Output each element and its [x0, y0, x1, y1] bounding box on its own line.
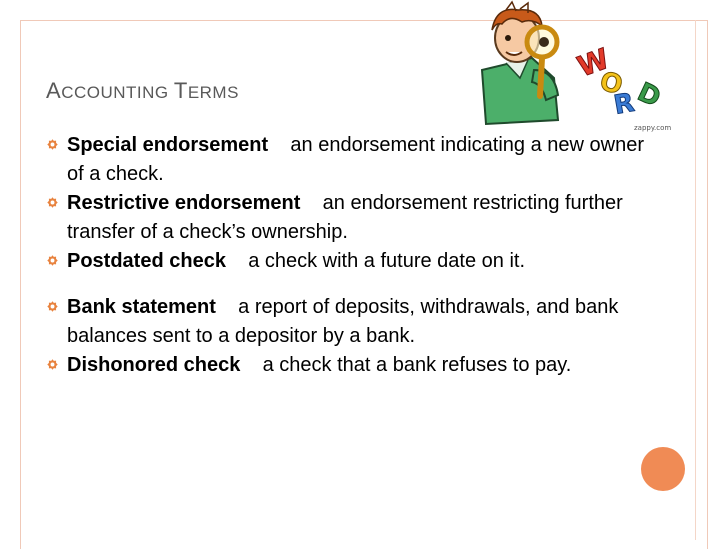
term-name: Dishonored check	[67, 354, 241, 376]
svg-text:D: D	[632, 77, 666, 114]
term-name: Postdated check	[67, 250, 226, 272]
term-item	[46, 247, 666, 276]
svg-text:W: W	[573, 41, 614, 84]
gear-bullet-icon	[46, 300, 59, 313]
clipart-watermark: zappy.com	[634, 124, 672, 132]
gear-bullet-icon	[46, 358, 59, 371]
term-item	[46, 351, 666, 380]
term-definition: a check that a bank refuses to pay.	[262, 354, 572, 376]
slide-title	[46, 78, 239, 104]
term-name: Bank statement	[67, 296, 216, 318]
title-initial-t: T	[173, 78, 188, 103]
title-word-accounting: CCOUNTING	[61, 83, 174, 102]
gear-bullet-icon	[46, 138, 59, 151]
term-item	[46, 189, 666, 247]
term-item	[46, 131, 666, 189]
term-name: Restrictive endorsement	[67, 192, 301, 214]
term-definition: a report of deposits, withdrawals, and bank balances sent to a depositor by a bank.	[67, 296, 619, 347]
terms-list	[46, 131, 666, 380]
decorative-orange-circle	[641, 447, 685, 491]
slide-edge-line	[695, 20, 696, 540]
svg-text:R: R	[611, 87, 637, 121]
list-spacer	[46, 276, 666, 293]
word-clipart-image	[462, 0, 672, 132]
term-definition: an endorsement restricting further transfer of a check’s ownership.	[67, 192, 623, 243]
gear-bullet-icon	[46, 196, 59, 209]
term-definition: an endorsement indicating a new owner of a check.	[67, 134, 644, 185]
gear-bullet-icon	[46, 254, 59, 267]
term-item	[46, 293, 666, 351]
title-word-terms: ERMS	[187, 83, 239, 102]
term-definition: a check with a future date on it.	[248, 250, 526, 272]
svg-text:O: O	[596, 66, 626, 102]
term-name: Special endorsement	[67, 134, 269, 156]
title-initial-a: A	[46, 78, 62, 103]
